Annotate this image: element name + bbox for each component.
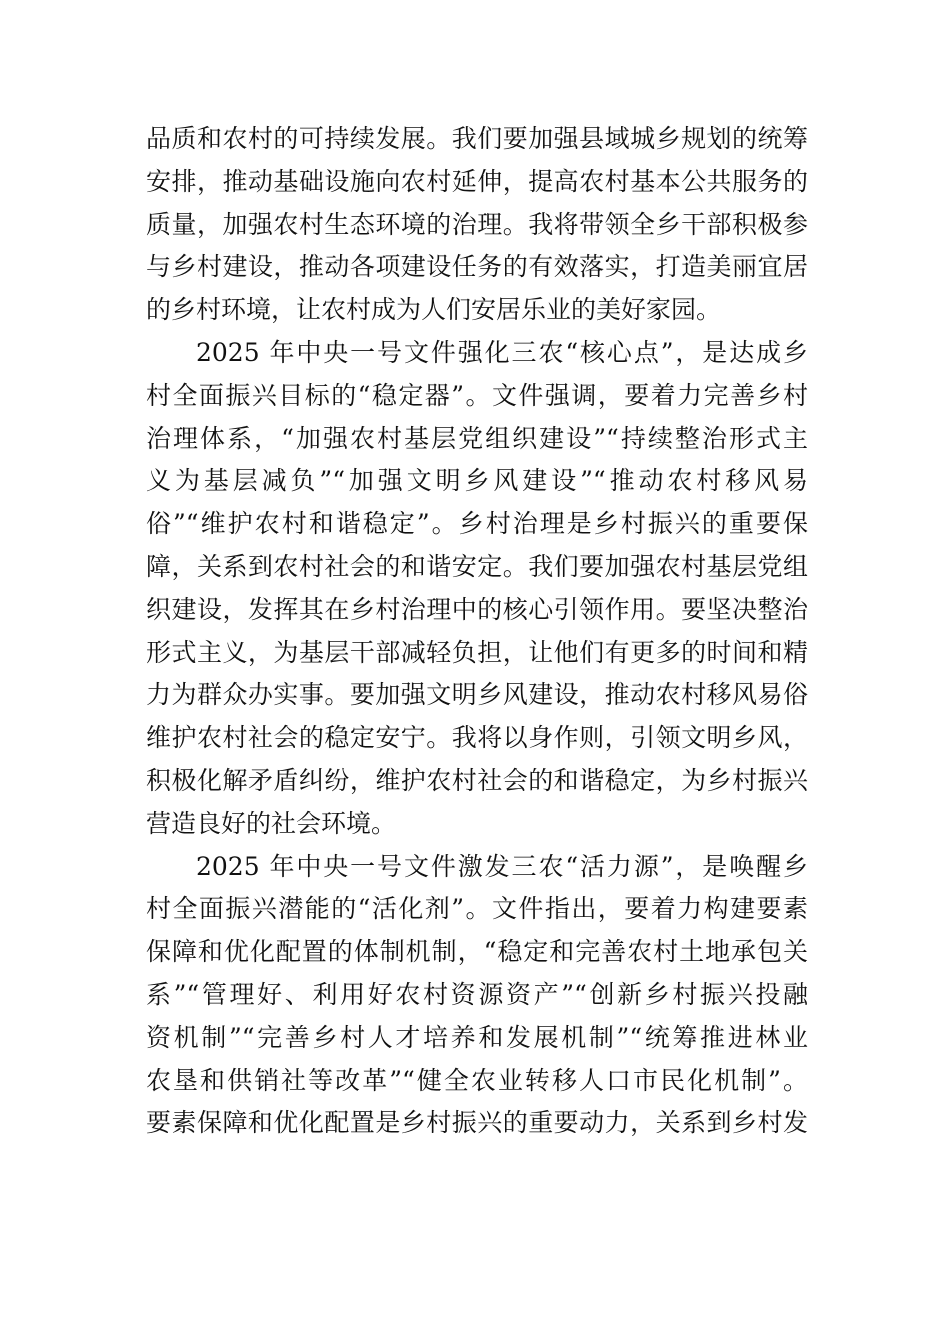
text-line: 2025 年中央一号文件强化三农“核心点”，是达成乡 — [196, 337, 808, 367]
text-line: 农垦和供销社等改革”“健全农业转移人口市民化机制”。 — [146, 1065, 808, 1095]
text-line: 品质和农村的可持续发展。我们要加强县域城乡规划的统筹 — [146, 124, 808, 153]
text-line: 2025 年中央一号文件激发三农“活力源”，是唤醒乡 — [196, 851, 808, 881]
text-line: 保障和优化配置的体制机制，“稳定和完善农村土地承包关 — [146, 937, 808, 967]
text-line: 俗”“维护农村和谐稳定”。乡村治理是乡村振兴的重要保 — [146, 509, 808, 539]
text-line: 要素保障和优化配置是乡村振兴的重要动力，关系到乡村发 — [146, 1108, 808, 1138]
paragraph-2 — [146, 332, 808, 846]
text-line: 系”“管理好、利用好农村资源资产”“创新乡村振兴投融 — [146, 979, 808, 1009]
paragraph-1 — [146, 118, 808, 332]
text-line: 力为群众办实事。要加强文明乡风建设，推动农村移风易俗 — [146, 680, 808, 710]
text-line: 安排，推动基础设施向农村延伸，提高农村基本公共服务的 — [146, 166, 808, 196]
text-line: 质量，加强农村生态环境的治理。我将带领全乡干部积极参 — [146, 209, 808, 239]
paragraph-3 — [146, 846, 808, 1146]
text-line: 维护农村社会的稳定安宁。我将以身作则，引领文明乡风， — [146, 723, 808, 753]
document-body — [146, 118, 808, 1145]
text-line: 义为基层减负”“加强文明乡风建设”“推动农村移风易 — [146, 466, 808, 496]
text-line: 形式主义，为基层干部减轻负担，让他们有更多的时间和精 — [146, 637, 808, 667]
text-line: 障，关系到农村社会的和谐安定。我们要加强农村基层党组 — [146, 551, 808, 581]
text-line: 村全面振兴潜能的“活化剂”。文件指出，要着力构建要素 — [146, 894, 808, 924]
text-line: 积极化解矛盾纠纷，维护农村社会的和谐稳定，为乡村振兴 — [146, 765, 808, 795]
text-line: 与乡村建设，推动各项建设任务的有效落实，打造美丽宜居 — [146, 252, 808, 282]
text-line: 营造良好的社会环境。 — [146, 808, 397, 838]
text-line: 织建设，发挥其在乡村治理中的核心引领作用。要坚决整治 — [146, 594, 808, 624]
text-line: 治理体系，“加强农村基层党组织建设”“持续整治形式主 — [146, 423, 808, 453]
text-line: 村全面振兴目标的“稳定器”。文件强调，要着力完善乡村 — [146, 380, 808, 410]
text-line: 的乡村环境，让农村成为人们安居乐业的美好家园。 — [146, 295, 722, 325]
text-line: 资机制”“完善乡村人才培养和发展机制”“统筹推进林业 — [146, 1022, 808, 1052]
